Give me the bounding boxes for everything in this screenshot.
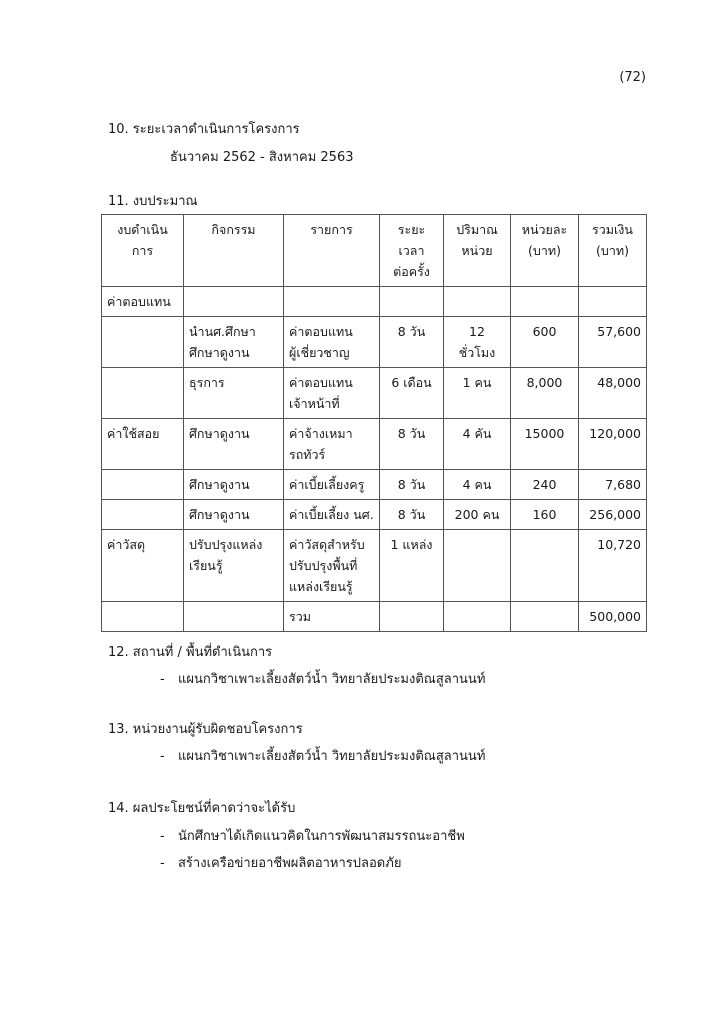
cell-line: ศึกษาดูงาน	[189, 477, 250, 492]
cell-item	[284, 602, 380, 632]
cell-quantity: 12 ชั่วโมง	[444, 317, 511, 368]
cell-activity	[184, 530, 284, 602]
cell-activity	[184, 368, 284, 419]
cell-unit-price: 600	[511, 317, 579, 368]
cell-total: 500,000	[579, 602, 647, 632]
cell-category	[102, 368, 184, 419]
cell-line: ค่าวัสดุสำหรับ	[289, 537, 365, 552]
cell-unit-price: 160	[511, 500, 579, 530]
header-unit-price-line: (บาท)	[528, 243, 561, 258]
cell-quantity	[444, 530, 511, 602]
cell-unit-price	[511, 287, 579, 317]
cell-duration: 8 วัน	[380, 500, 444, 530]
bullet-dash: -	[160, 672, 165, 687]
cell-total: 256,000	[579, 500, 647, 530]
cell-line: ผู้เชี่ยวชาญ	[289, 345, 350, 360]
cell-line: ศึกษาดูงาน	[189, 426, 250, 441]
location-item	[160, 668, 485, 689]
cell-duration: 8 วัน	[380, 419, 444, 470]
table-row	[102, 602, 647, 632]
cell-line: รวม	[289, 609, 311, 624]
cell-total: 7,680	[579, 470, 647, 500]
cell-quantity	[444, 287, 511, 317]
table-row	[102, 530, 647, 602]
benefit-text: สร้างเครือข่ายอาชีพผลิตอาหารปลอดภัย	[178, 856, 402, 871]
benefit-item	[160, 852, 401, 873]
benefit-item	[160, 825, 465, 846]
cell-unit-price: 15000	[511, 419, 579, 470]
cell-duration	[380, 287, 444, 317]
location-text: แผนกวิชาเพาะเลี้ยงสัตว์น้ำ วิทยาลัยประมงติณสูลานนท์	[178, 672, 486, 687]
header-duration-line: ต่อครั้ง	[393, 264, 430, 279]
cell-duration: 8 วัน	[380, 317, 444, 368]
cell-line: ค่าเบี้ยเลี้ยงครู	[289, 477, 365, 492]
table-row	[102, 470, 647, 500]
header-duration-line: ระยะเวลา	[397, 222, 426, 258]
bullet-dash: -	[160, 829, 165, 844]
table-row	[102, 419, 647, 470]
cell-line: ค่าจ้างเหมา	[289, 426, 353, 441]
cell-activity	[184, 470, 284, 500]
header-unit-price	[511, 215, 579, 287]
cell-total	[579, 287, 647, 317]
cell-item	[284, 530, 380, 602]
responsible-text: แผนกวิชาเพาะเลี้ยงสัตว์น้ำ วิทยาลัยประมงติณสูลานนท์	[178, 749, 486, 764]
table-row	[102, 317, 647, 368]
cell-unit-price	[511, 530, 579, 602]
cell-duration: 1 แหล่ง	[380, 530, 444, 602]
cell-line: รถทัวร์	[289, 447, 326, 462]
header-total-line: (บาท)	[596, 243, 629, 258]
cell-item	[284, 368, 380, 419]
budget-table	[101, 214, 647, 632]
cell-unit-price: 8,000	[511, 368, 579, 419]
cell-category	[102, 500, 184, 530]
cell-line: ปรับปรุงแหล่ง	[189, 537, 263, 552]
cell-category: ค่าใช้สอย	[102, 419, 184, 470]
cell-quantity: 1 คน	[444, 368, 511, 419]
section-benefits-heading: 14. ผลประโยชน์ที่คาดว่าจะได้รับ	[108, 801, 296, 816]
cell-line: ค่าเบี้ยเลี้ยง นศ.	[289, 507, 374, 522]
cell-item	[284, 317, 380, 368]
cell-line: เจ้าหน้าที่	[289, 396, 340, 411]
cell-line: ศึกษาดูงาน	[189, 345, 250, 360]
cell-activity	[184, 500, 284, 530]
header-total-line: รวมเงิน	[592, 222, 633, 237]
cell-category	[102, 317, 184, 368]
section-location-heading: 12. สถานที่ / พื้นที่ดำเนินการ	[108, 645, 273, 660]
cell-total: 57,600	[579, 317, 647, 368]
cell-line: ศึกษาดูงาน	[189, 507, 250, 522]
table-header-row	[102, 215, 647, 287]
cell-activity	[184, 419, 284, 470]
cell-total: 10,720	[579, 530, 647, 602]
cell-quantity: 4 คน	[444, 470, 511, 500]
cell-unit-price	[511, 602, 579, 632]
bullet-dash: -	[160, 856, 165, 871]
cell-activity	[184, 287, 284, 317]
cell-category	[102, 470, 184, 500]
cell-duration	[380, 602, 444, 632]
cell-total: 48,000	[579, 368, 647, 419]
cell-line: เรียนรู้	[189, 558, 223, 573]
section-duration-value: ธันวาคม 2562 - สิงหาคม 2563	[170, 150, 354, 165]
cell-item	[284, 500, 380, 530]
header-total	[579, 215, 647, 287]
cell-category	[102, 602, 184, 632]
cell-item	[284, 419, 380, 470]
cell-duration: 6 เดือน	[380, 368, 444, 419]
cell-line: นำนศ.ศึกษา	[189, 324, 256, 339]
cell-item	[284, 287, 380, 317]
cell-line: แหล่งเรียนรู้	[289, 579, 353, 594]
section-budget-heading: 11. งบประมาณ	[108, 194, 198, 209]
table-body	[102, 287, 647, 632]
section-responsible-heading: 13. หน่วยงานผู้รับผิดชอบโครงการ	[108, 722, 303, 737]
section-duration-heading: 10. ระยะเวลาดำเนินการโครงการ	[108, 122, 300, 137]
cell-quantity	[444, 602, 511, 632]
cell-activity	[184, 602, 284, 632]
cell-line: ธุรการ	[189, 375, 225, 390]
cell-item	[284, 470, 380, 500]
page-number: (72)	[619, 70, 646, 85]
table-row	[102, 500, 647, 530]
cell-unit-price: 240	[511, 470, 579, 500]
header-quantity-line: ปริมาณ	[456, 222, 498, 237]
table-row	[102, 368, 647, 419]
cell-category: ค่าวัสดุ	[102, 530, 184, 602]
bullet-dash: -	[160, 749, 165, 764]
cell-quantity: 200 คน	[444, 500, 511, 530]
header-quantity	[444, 215, 511, 287]
header-item: รายการ	[284, 215, 380, 287]
header-duration	[380, 215, 444, 287]
cell-total: 120,000	[579, 419, 647, 470]
cell-quantity: 4 คัน	[444, 419, 511, 470]
header-unit-price-line: หน่วยละ	[521, 222, 568, 237]
cell-line: ค่าตอบแทน	[289, 375, 353, 390]
header-activity: กิจกรรม	[184, 215, 284, 287]
benefit-text: นักศึกษาได้เกิดแนวคิดในการพัฒนาสมรรถนะอาชีพ	[178, 829, 465, 844]
cell-duration: 8 วัน	[380, 470, 444, 500]
table-row	[102, 287, 647, 317]
cell-activity	[184, 317, 284, 368]
responsible-item	[160, 745, 485, 766]
header-quantity-line: หน่วย	[461, 243, 493, 258]
cell-line: ปรับปรุงพื้นที่	[289, 558, 358, 573]
header-category: งบดำเนินการ	[102, 215, 184, 287]
cell-category: ค่าตอบแทน	[102, 287, 184, 317]
cell-line: ค่าตอบแทน	[289, 324, 353, 339]
